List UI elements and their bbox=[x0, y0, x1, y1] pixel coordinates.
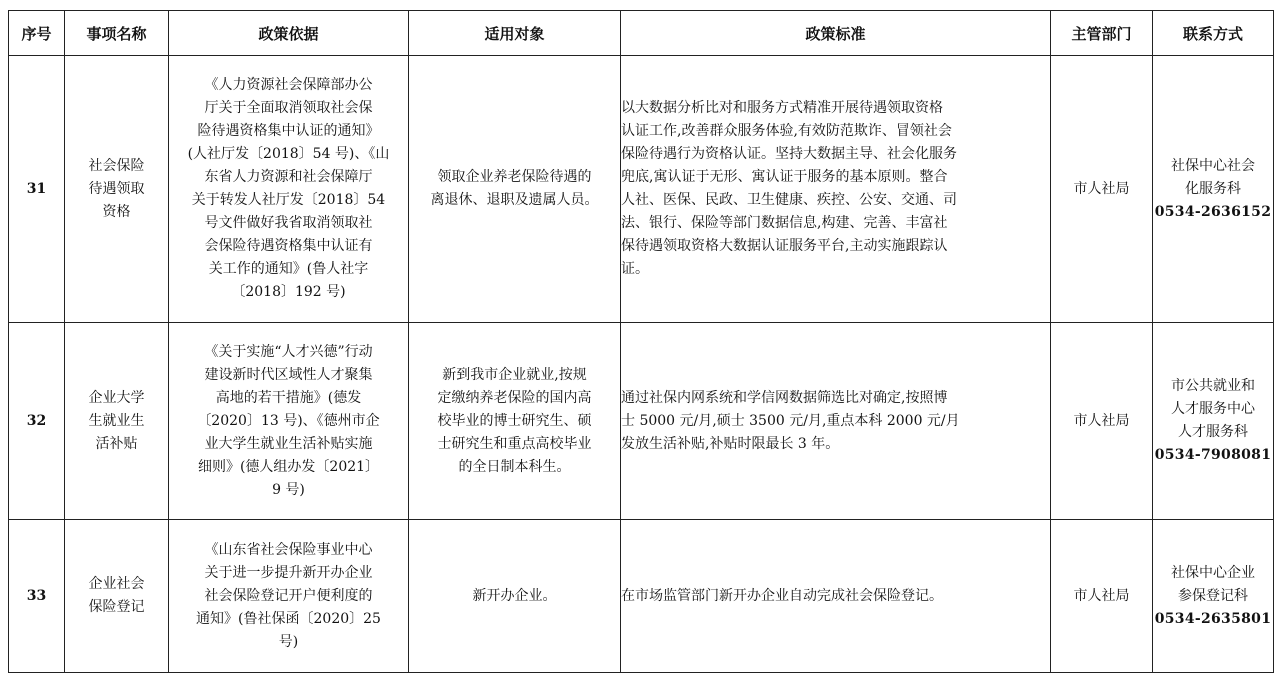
row-number: 33 bbox=[9, 520, 65, 673]
contact-line: 参保登记科 bbox=[1178, 587, 1248, 604]
standard-line: 以大数据分析比对和服务方式精准开展待遇领取资格 bbox=[621, 100, 943, 116]
item-name-line: 企业大学 bbox=[88, 389, 145, 406]
policy-basis-line: 险待遇资格集中认证的通知》 bbox=[197, 123, 380, 139]
standard-line: 证。 bbox=[621, 261, 649, 277]
contact-line: 社保中心社会 bbox=[1171, 157, 1255, 174]
policy-basis-cell bbox=[169, 520, 409, 673]
policy-basis-line: 号文件做好我省取消领取社 bbox=[204, 215, 373, 231]
item-name-cell bbox=[65, 323, 169, 520]
policy-basis-line: 东省人力资源和社会保障厅 bbox=[204, 169, 373, 185]
target-line: 领取企业养老保险待遇的 bbox=[437, 169, 592, 185]
policy-basis-line: 《人力资源社会保障部办公 bbox=[204, 77, 373, 93]
policy-basis-line: 《山东省社会保险事业中心 bbox=[204, 541, 373, 558]
item-name-line: 社会保险 bbox=[88, 157, 145, 174]
standard-line: 士 5000 元/月,硕士 3500 元/月,重点本科 2000 元/月 bbox=[621, 412, 960, 429]
standard-line: 发放生活补贴,补贴时限最长 3 年。 bbox=[621, 435, 840, 452]
row-number: 31 bbox=[9, 56, 65, 323]
policy-basis-line: 号) bbox=[278, 633, 299, 650]
policy-basis-cell bbox=[169, 323, 409, 520]
standard-line: 保待遇领取资格大数据认证服务平台,主动实施跟踪认 bbox=[621, 238, 948, 254]
policy-basis-line: 会保险待遇资格集中认证有 bbox=[204, 238, 373, 254]
header-contact: 联系方式 bbox=[1153, 11, 1274, 56]
contact-cell bbox=[1153, 323, 1274, 520]
contact-line: 人才服务中心 bbox=[1171, 401, 1255, 417]
dept-cell: 市人社局 bbox=[1051, 323, 1153, 520]
item-name-line: 保险登记 bbox=[88, 599, 145, 615]
target-line: 校毕业的博士研究生、硕 bbox=[437, 412, 592, 429]
contact-phone: 0534-2636152 bbox=[1154, 203, 1272, 220]
standard-cell bbox=[621, 56, 1051, 323]
policy-basis-line: 建设新时代区域性人才聚集 bbox=[204, 366, 373, 383]
target-line: 定缴纳养老保险的国内高 bbox=[437, 389, 592, 406]
policy-basis-line: 厅关于全面取消领取社会保 bbox=[204, 100, 373, 116]
policy-basis-line: 通知》(鲁社保函〔2020〕25 bbox=[196, 610, 381, 627]
policy-basis-line: 关工作的通知》(鲁人社字 bbox=[208, 261, 369, 277]
table-row bbox=[9, 323, 1274, 520]
standard-line: 保险待遇行为资格认证。坚持大数据主导、社会化服务 bbox=[621, 146, 957, 162]
header-name: 事项名称 bbox=[65, 11, 169, 56]
dept-cell: 市人社局 bbox=[1051, 56, 1153, 323]
target-cell bbox=[409, 520, 621, 673]
header-target: 适用对象 bbox=[409, 11, 621, 56]
policy-basis-line: 〔2018〕192 号) bbox=[231, 284, 346, 300]
policy-basis-cell bbox=[169, 56, 409, 323]
standard-cell bbox=[621, 520, 1051, 673]
header-standard: 政策标准 bbox=[621, 11, 1051, 56]
dept-cell: 市人社局 bbox=[1051, 520, 1153, 673]
contact-line: 人才服务科 bbox=[1178, 424, 1248, 440]
policy-basis-line: 《关于实施“人才兴德”行动 bbox=[204, 343, 373, 360]
standard-line: 兜底,寓认证于无形、寓认证于服务的基本原则。整合 bbox=[621, 169, 948, 185]
item-name-line: 企业社会 bbox=[88, 576, 145, 592]
contact-phone: 0534-2635801 bbox=[1154, 610, 1272, 627]
policy-basis-line: 关于进一步提升新开办企业 bbox=[204, 564, 373, 581]
contact-line: 社保中心企业 bbox=[1171, 564, 1255, 581]
policy-basis-line: 社会保险登记开户便利度的 bbox=[204, 587, 373, 604]
target-line: 新开办企业。 bbox=[472, 587, 557, 604]
contact-cell bbox=[1153, 56, 1274, 323]
target-line: 的全日制本科生。 bbox=[458, 458, 571, 475]
target-line: 离退休、退职及遗属人员。 bbox=[430, 192, 599, 208]
item-name-cell bbox=[65, 520, 169, 673]
contact-cell bbox=[1153, 520, 1274, 673]
item-name-line: 生就业生 bbox=[88, 412, 145, 429]
policy-basis-line: 细则》(德人组办发〔2021〕 bbox=[197, 458, 380, 475]
item-name-cell bbox=[65, 56, 169, 323]
table-row bbox=[9, 520, 1274, 673]
item-name-line: 待遇领取 bbox=[88, 180, 145, 197]
contact-line: 化服务科 bbox=[1185, 180, 1241, 197]
policy-basis-line: 高地的若干措施》(德发 bbox=[215, 389, 362, 406]
standard-line: 人社、医保、民政、卫生健康、疾控、公安、交通、司 bbox=[621, 192, 957, 208]
standard-line: 认证工作,改善群众服务体验,有效防范欺诈、冒领社会 bbox=[621, 123, 952, 139]
contact-line: 市公共就业和 bbox=[1171, 378, 1255, 394]
target-cell bbox=[409, 56, 621, 323]
standard-line: 在市场监管部门新开办企业自动完成社会保险登记。 bbox=[621, 587, 943, 604]
item-name-line: 资格 bbox=[102, 203, 131, 220]
standard-cell bbox=[621, 323, 1051, 520]
target-line: 士研究生和重点高校毕业 bbox=[437, 435, 592, 452]
header-no: 序号 bbox=[9, 11, 65, 56]
policy-basis-line: 9 号) bbox=[272, 481, 305, 498]
target-line: 新到我市企业就业,按规 bbox=[442, 366, 587, 383]
policy-table bbox=[8, 10, 1274, 673]
contact-phone: 0534-7908081 bbox=[1154, 447, 1272, 463]
policy-basis-line: 业大学生就业生活补贴实施 bbox=[204, 435, 373, 452]
policy-basis-line: 〔2020〕13 号)、《德州市企 bbox=[197, 412, 380, 429]
item-name-line: 活补贴 bbox=[95, 435, 138, 452]
header-row bbox=[9, 11, 1274, 56]
header-basis: 政策依据 bbox=[169, 11, 409, 56]
standard-line: 通过社保内网系统和学信网数据筛选比对确定,按照博 bbox=[621, 389, 948, 406]
policy-basis-line: 关于转发人社厅发〔2018〕54 bbox=[191, 192, 386, 208]
row-number: 32 bbox=[9, 323, 65, 520]
standard-line: 法、银行、保险等部门数据信息,构建、完善、丰富社 bbox=[621, 215, 948, 231]
policy-basis-line: (人社厅发〔2018〕54 号)、《山 bbox=[187, 146, 390, 162]
table-row bbox=[9, 56, 1274, 323]
header-dept: 主管部门 bbox=[1051, 11, 1153, 56]
target-cell bbox=[409, 323, 621, 520]
